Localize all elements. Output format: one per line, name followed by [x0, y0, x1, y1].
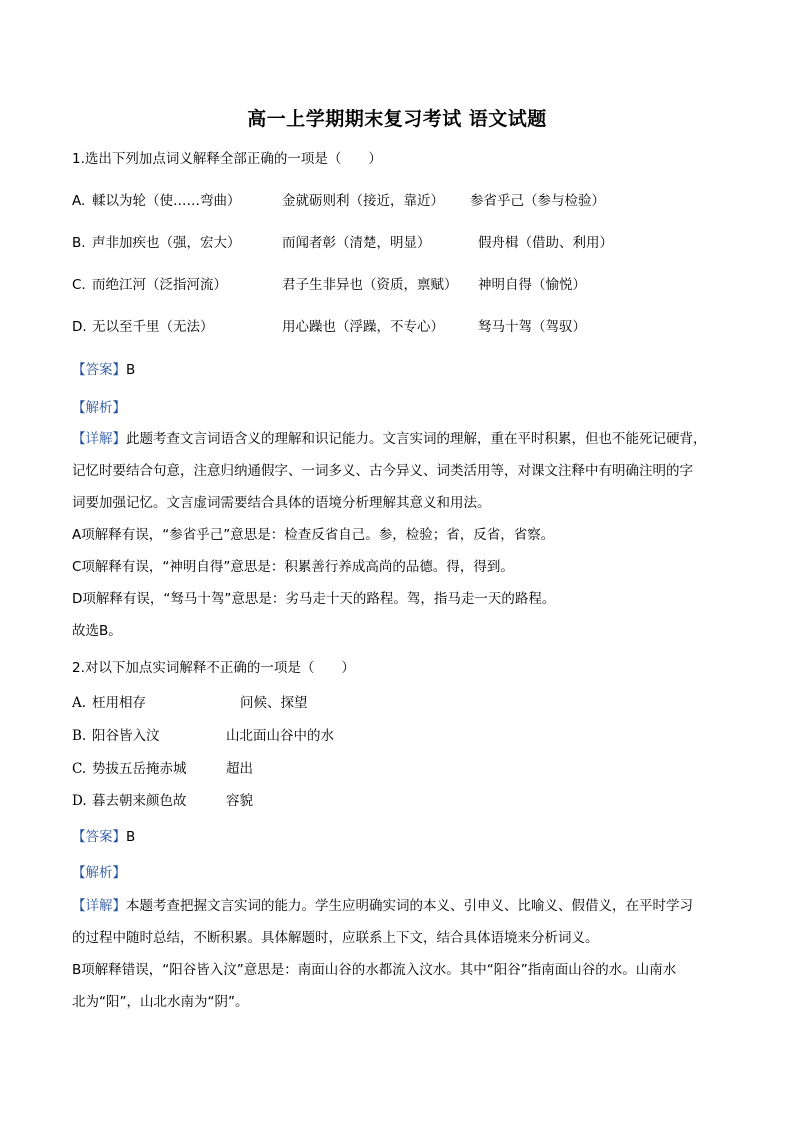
note-line: D项解释有误，“驽马十驾”意思是：劣马走十天的路程。驾，指马走一天的路程。 — [72, 591, 556, 607]
q2-detail — [72, 890, 724, 1018]
q1-stem: 1.选出下列加点词义解释全部正确的一项是（ ） — [72, 151, 382, 167]
note-line: 故选B。 — [72, 623, 122, 639]
q1-option-label: C. — [72, 277, 86, 293]
q1-option-item: 君子生非异也（资质，禀赋） — [282, 277, 458, 293]
q2-option-label: C. — [72, 761, 87, 777]
q1-option-item: 而闻者彰（清楚，明显） — [282, 235, 431, 251]
page-title: 高一上学期期末复习考试 语文试题 — [247, 108, 547, 130]
detail-tag: 【详解】 — [72, 898, 126, 914]
answer-tag: 【答案】 — [72, 362, 126, 378]
q1-option-item: 假舟楫（借助、利用） — [478, 235, 613, 251]
detail-line: 记忆时要结合句意，注意归纳通假字、一词多义、古今异义、词类活用等，对课文注释中有明确注明的字 — [72, 463, 693, 479]
q2-stem: 2.对以下加点实词解释不正确的一项是（ ） — [72, 660, 355, 676]
q1-option-item: 輮以为轮（使……弯曲） — [92, 193, 241, 209]
q2-option-meaning: 问候、探望 — [240, 695, 308, 711]
detail-line: 词要加强记忆。文言虚词需要结合具体的语境分析理解其意义和用法。 — [72, 495, 491, 511]
answer-value: B — [126, 362, 136, 378]
q1-option-item: 金就砺则利（接近，靠近） — [282, 193, 444, 209]
note-line: 北为“阳”，山北水南为“阴”。 — [72, 994, 249, 1010]
detail-line: 的过程中随时总结，不断积累。具体解题时，应联系上下文，结合具体语境来分析词义。 — [72, 930, 599, 946]
q2-option-word: 阳谷皆入汶 — [92, 728, 160, 744]
answer-value: B — [126, 829, 136, 845]
q1-option-item: 驽马十驾（驾驭） — [478, 319, 586, 335]
q2-option-meaning: 超出 — [226, 761, 253, 777]
q2-option-word: 暮去朝来颜色故 — [92, 793, 187, 809]
note-line: A项解释有误，“参省乎己”意思是：检查反省自己。参，检验；省，反省，省察。 — [72, 527, 555, 543]
detail-tag: 【详解】 — [72, 431, 126, 447]
detail-line: 【详解】本题考查把握文言实词的能力。学生应明确实词的本义、引申义、比喻义、假借义，在平时学习 — [72, 898, 693, 914]
q1-option-item: 用心躁也（浮躁，不专心） — [282, 319, 444, 335]
detail-line: 【详解】此题考查文言词语含义的理解和识记能力。文言实词的理解，重在平时积累，但也不能死记硬背， — [72, 431, 707, 447]
note-line: C项解释有误，“神明自得”意思是：积累善行养成高尚的品德。得，得到。 — [72, 559, 514, 575]
q1-option-item: 而绝江河（泛指河流） — [92, 277, 227, 293]
q2-option-label: B. — [72, 728, 87, 744]
q1-option-label: B. — [72, 235, 86, 251]
q1-option-item: 声非加疾也（强，宏大） — [92, 235, 241, 251]
q1-option-label: A. — [72, 193, 86, 209]
q2-option-word: 枉用相存 — [92, 695, 146, 711]
q2-analysis-tag: 【解析】 — [72, 865, 126, 881]
q2-option-label: D. — [72, 793, 87, 809]
q1-option-item: 神明自得（愉悦） — [478, 277, 586, 293]
q1-option-label: D. — [72, 319, 87, 335]
note-line: B项解释错误，“阳谷皆入汶”意思是：南面山谷的水都流入汶水。其中“阳谷”指南面山谷的水。山南水 — [72, 962, 677, 978]
q1-answer — [72, 361, 135, 379]
q2-option-meaning: 容貌 — [226, 793, 253, 809]
q1-detail — [72, 423, 724, 647]
q2-option-meaning: 山北面山谷中的水 — [226, 728, 334, 744]
q2-option-word: 势拔五岳掩赤城 — [92, 761, 187, 777]
q1-analysis-tag: 【解析】 — [72, 400, 126, 416]
q1-option-item: 无以至千里（无法） — [92, 319, 214, 335]
q2-option-label: A. — [72, 695, 87, 711]
answer-tag: 【答案】 — [72, 829, 126, 845]
q1-option-item: 参省乎己（参与检验） — [470, 193, 605, 209]
q2-answer — [72, 828, 135, 846]
